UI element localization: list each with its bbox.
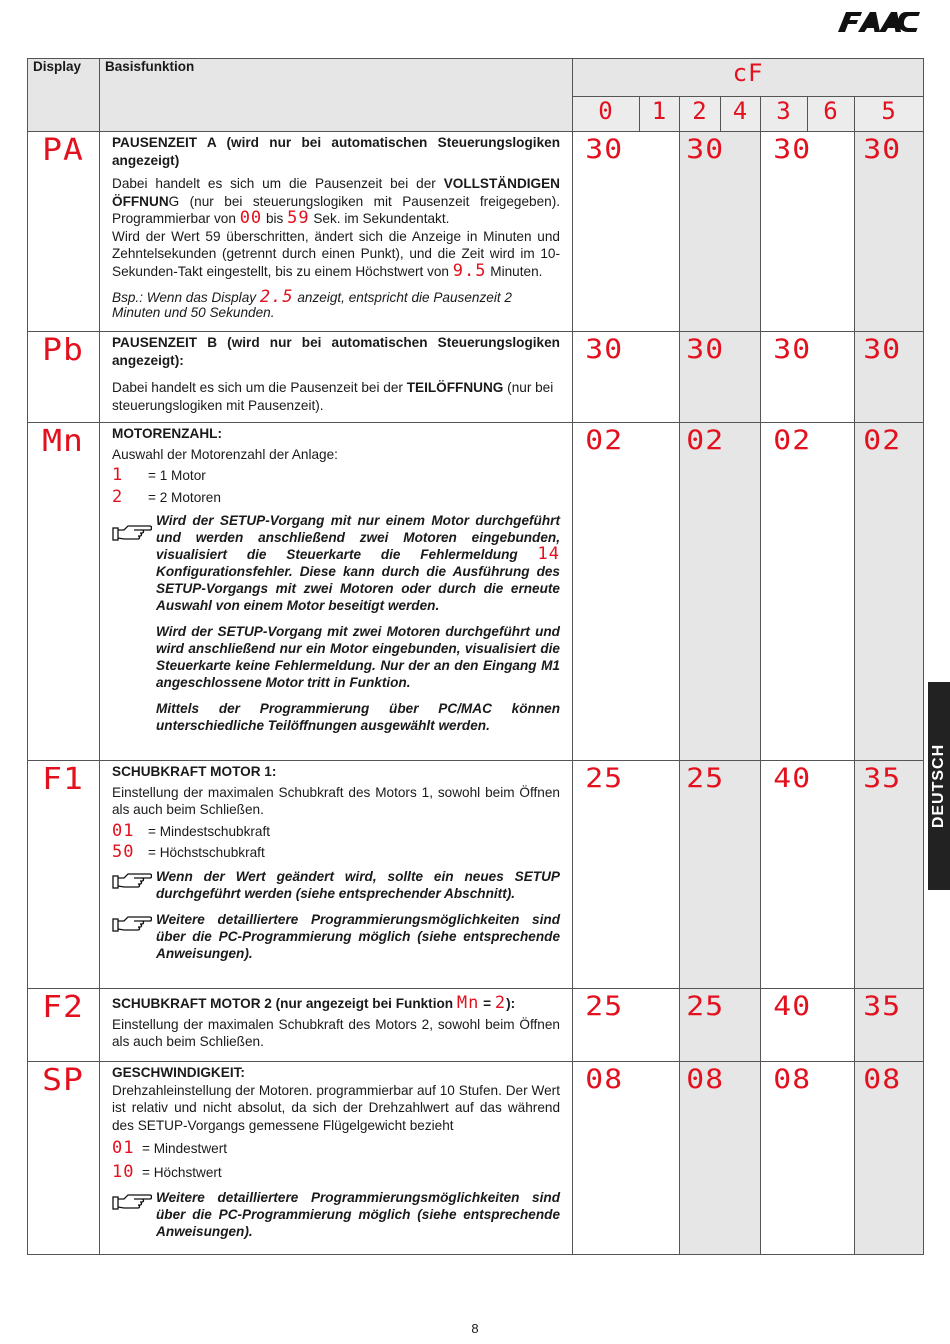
display-column-header: Display — [28, 59, 100, 132]
value-sp-2: 08 — [761, 1062, 855, 1255]
description-pb — [100, 332, 573, 423]
display-code-pb: Pb — [28, 332, 100, 423]
note-sp: Weitere detailliertere Programmierungsmöglichkeiten sind über die PC-Programmierung möglich (siehe entsprechende Anweisungen). — [112, 1189, 560, 1240]
note-f1-1: Wenn der Wert geändert wird, sollte ein neues SETUP durchgeführt werden (siehe entsprechender Abschnitt). — [112, 868, 560, 902]
value-f1-3: 35 — [855, 761, 924, 989]
value-pb-2: 30 — [761, 332, 855, 423]
text-mn: Auswahl der Motorenzahl der Anlage: — [112, 446, 338, 462]
level-header-3: 3 — [761, 97, 808, 132]
note-mn-1: Wird der SETUP-Vorgang mit nur einem Motor durchgeführt und werden anschließend zwei Motoren eingebunden, visualisiert die Steuerkarte die Fehlermeldung 14 Konfigurationsfehler. Diese kann durch die Ausführung des SETUP-Vorgangs mit zwei Motoren oder durch die erneute Auswahl von einem Motor beseitigt werden. — [112, 512, 560, 614]
parameter-table — [27, 58, 924, 1255]
value-pa-2: 30 — [761, 132, 855, 332]
value-f1-0: 25 — [573, 761, 680, 989]
table-row-f1 — [28, 761, 924, 989]
table-row-mn — [28, 423, 924, 761]
language-tab-label: DEUTSCH — [930, 743, 947, 829]
value-pb-3: 30 — [855, 332, 924, 423]
title-pb: PAUSENZEIT B (wird nur bei automatischen Steuerungslogiken angezeigt): — [112, 335, 560, 368]
option-1-motor: 1 = 1 Motor — [112, 465, 206, 486]
value-f2-2: 40 — [761, 989, 855, 1062]
title-mn: MOTORENZAHL: — [112, 426, 222, 441]
title-pa: PAUSENZEIT A (wird nur bei automatischen Steuerungslogiken angezeigt) — [112, 135, 560, 168]
table-row-f2 — [28, 989, 924, 1062]
page-number: 8 — [471, 1321, 479, 1336]
value-f2-0: 25 — [573, 989, 680, 1062]
level-header-0: 0 — [573, 97, 640, 132]
cf-label: cF — [732, 59, 764, 87]
value-mn-3: 02 — [855, 423, 924, 761]
level-header-5: 5 — [855, 97, 924, 132]
description-pa — [100, 132, 573, 332]
value-mn-0: 02 — [573, 423, 680, 761]
table-row-sp — [28, 1062, 924, 1255]
text-pb: Dabei handelt es sich um die Pausenzeit bei der TEILÖFFNUNG (nur bei steuerungslogiken mit Pausenzeit). — [112, 380, 554, 413]
option-min-speed: 01 = Mindestwert — [112, 1138, 227, 1159]
language-tab — [928, 682, 950, 890]
title-sp: GESCHWINDIGKEIT: — [112, 1065, 245, 1080]
pointing-hand-icon — [112, 1189, 156, 1240]
text-f1: Einstellung der maximalen Schubkraft des Motors 1, sowohl beim Öffnen als auch beim Schließen. — [112, 784, 560, 817]
function-column-header: Basisfunktion — [100, 59, 573, 132]
level-header-2: 2 — [680, 97, 721, 132]
note-f1-2: Weitere detailliertere Programmierungsmöglichkeiten sind über die PC-Programmierung möglich (siehe entsprechende Anweisungen). — [112, 911, 560, 962]
display-code-f1: F1 — [28, 761, 100, 989]
table-row-pa — [28, 132, 924, 332]
option-min-force: 01 = Mindestschubkraft — [112, 820, 271, 841]
option-max-speed: 10 = Höchstwert — [112, 1161, 222, 1182]
faac-logo — [836, 8, 920, 34]
value-f1-2: 40 — [761, 761, 855, 989]
text-sp: Drehzahleinstellung der Motoren. programmierbar auf 10 Stufen. Der Wert ist relativ und nicht absolut, da sich der Drehzahlwert auf das während des SETUP-Vorgangs gemessene Flügelgewicht bezieht — [112, 1082, 560, 1133]
cf-column-header — [573, 59, 924, 97]
value-f2-3: 35 — [855, 989, 924, 1062]
value-pb-0: 30 — [573, 332, 680, 423]
value-mn-1: 02 — [680, 423, 761, 761]
value-sp-1: 08 — [680, 1062, 761, 1255]
description-f2 — [100, 989, 573, 1062]
option-max-force: 50 = Höchstschubkraft — [112, 842, 265, 863]
note-mn-2: Wird der SETUP-Vorgang mit zwei Motoren durchgeführt und wird anschließend nur ein Motor eingebunden, visualisiert die Steuerkarte keine Fehlermeldung. Nur der an den Eingang M1 angeschlossene Motor tritt in Funktion. — [156, 624, 560, 690]
text-f2: Einstellung der maximalen Schubkraft des Motors 2, sowohl beim Öffnen als auch beim Schließen. — [112, 1016, 560, 1049]
option-2-motors: 2 = 2 Motoren — [112, 486, 221, 507]
description-mn — [100, 423, 573, 761]
value-pa-3: 30 — [855, 132, 924, 332]
pointing-hand-icon — [112, 868, 156, 902]
title-f1: SCHUBKRAFT MOTOR 1: — [112, 764, 277, 779]
value-mn-2: 02 — [761, 423, 855, 761]
value-pb-1: 30 — [680, 332, 761, 423]
display-code-f2: F2 — [28, 989, 100, 1062]
example-pa: Bsp.: Wenn das Display 2.5 anzeigt, entspricht die Pausenzeit 2 Minuten und 50 Sekunden. — [112, 287, 512, 320]
display-code-mn: Mn — [28, 423, 100, 761]
pointing-hand-icon — [112, 512, 156, 614]
level-header-1: 1 — [640, 97, 680, 132]
value-pa-1: 30 — [680, 132, 761, 332]
description-sp — [100, 1062, 573, 1255]
title-f2: SCHUBKRAFT MOTOR 2 (nur angezeigt bei Funktion Mn = 2): — [112, 993, 516, 1013]
level-header-4: 4 — [721, 97, 761, 132]
value-f2-1: 25 — [680, 989, 761, 1062]
note-mn-3: Mittels der Programmierung über PC/MAC können unterschiedliche Teilöffnungen ausgewählt werden. — [156, 701, 560, 733]
level-header-6: 6 — [808, 97, 855, 132]
description-f1 — [100, 761, 573, 989]
display-code-pa: PA — [28, 132, 100, 332]
table-row-pb — [28, 332, 924, 423]
text-pa: Dabei handelt es sich um die Pausenzeit bei der VOLLSTÄNDIGEN ÖFFNUNG (nur bei steuerungslogiken mit Pausenzeit freigegeben). Programmierbar von 00 bis 59 Sek. im Sekundentakt. Wird der Wert 59 überschritten, ändert sich die Anzeige in Minuten und Zehntelsekunden (getrennt durch einen Punkt), und die Zeit wird im 10-Sekunden-Takt eingestellt, bis zu einem Höchstwert von 9.5 Minuten. — [112, 176, 560, 281]
value-sp-3: 08 — [855, 1062, 924, 1255]
value-pa-0: 30 — [573, 132, 680, 332]
value-f1-1: 25 — [680, 761, 761, 989]
display-code-sp: SP — [28, 1062, 100, 1255]
pointing-hand-icon — [112, 911, 156, 962]
value-sp-0: 08 — [573, 1062, 680, 1255]
